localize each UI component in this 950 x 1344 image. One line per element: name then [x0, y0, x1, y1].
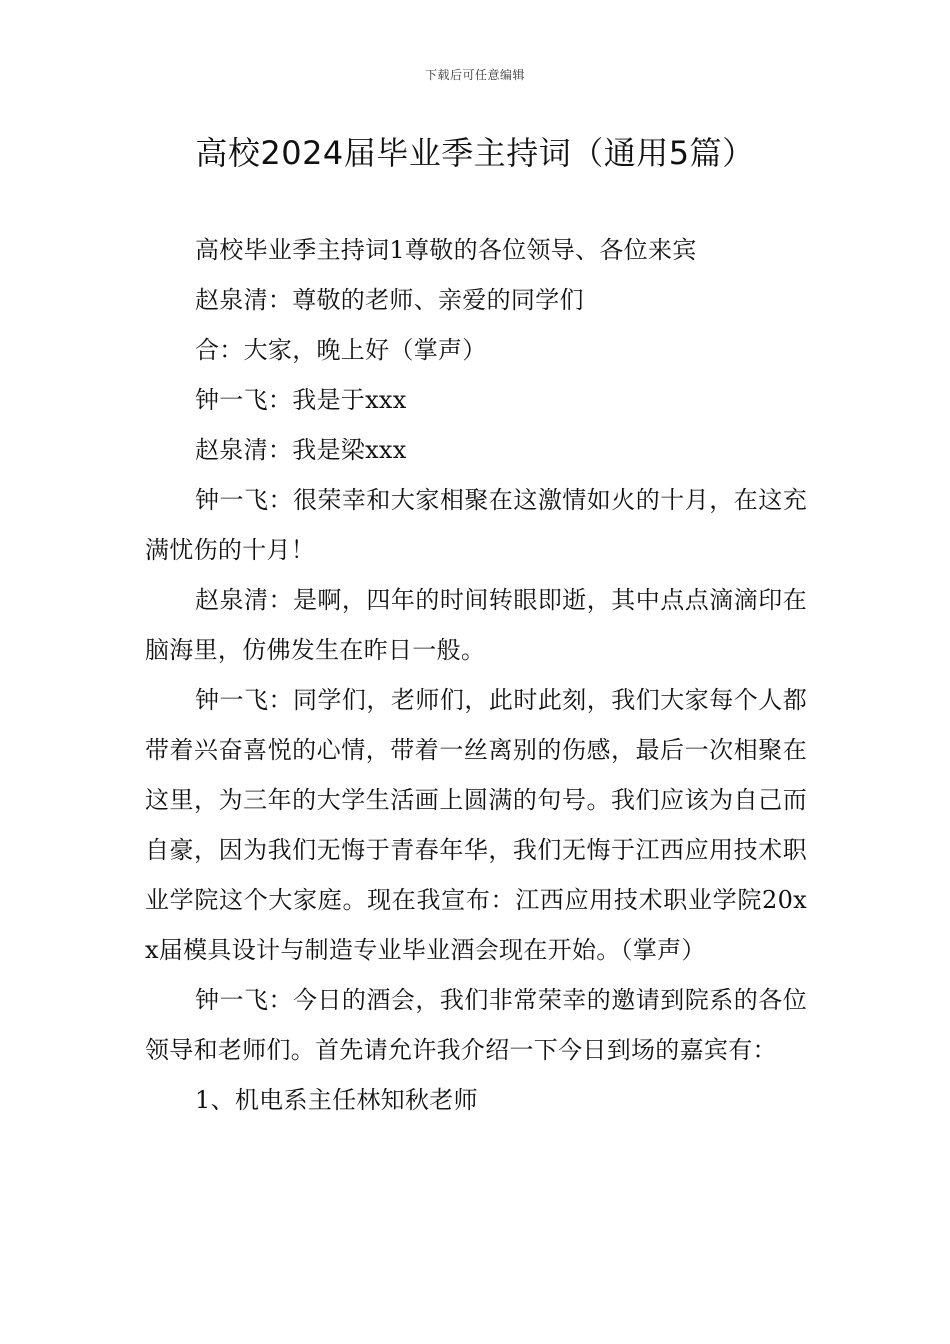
document-body [145, 225, 807, 1125]
paragraph: 赵泉清：我是梁xxx [195, 436, 407, 464]
paragraph: 钟一飞：今日的酒会，我们非常荣幸的邀请到院系的各位领导和老师们。首先请允许我介绍一下今日到场的嘉宾有： [145, 986, 807, 1064]
paragraph: 合：大家，晚上好（掌声） [195, 336, 487, 364]
document-title: 高校2024届毕业季主持词（通用5篇） [195, 134, 755, 172]
paragraph: 1、机电系主任林知秋老师 [195, 1086, 478, 1114]
paragraph: 赵泉清：是啊，四年的时间转眼即逝，其中点点滴滴印在脑海里，仿佛发生在昨日一般。 [145, 586, 807, 664]
paragraph: 钟一飞：同学们，老师们，此时此刻，我们大家每个人都带着兴奋喜悦的心情，带着一丝离别的伤感，最后一次相聚在这里，为三年的大学生活画上圆满的句号。我们应该为自己而自豪，因为我们无悔于青春年华，我们无悔于江西应用技术职业学院这个大家庭。现在我宣布：江西应用技术职业学院20xx届模具设计与制造专业毕业酒会现在开始。（掌声） [145, 686, 807, 964]
paragraph: 赵泉清：尊敬的老师、亲爱的同学们 [195, 286, 584, 314]
paragraph: 钟一飞：很荣幸和大家相聚在这激情如火的十月，在这充满忧伤的十月！ [145, 486, 807, 564]
paragraph: 高校毕业季主持词1尊敬的各位领导、各位来宾 [195, 236, 697, 264]
header-note: 下载后可任意编辑 [424, 68, 525, 82]
paragraph: 钟一飞：我是于xxx [195, 386, 407, 414]
